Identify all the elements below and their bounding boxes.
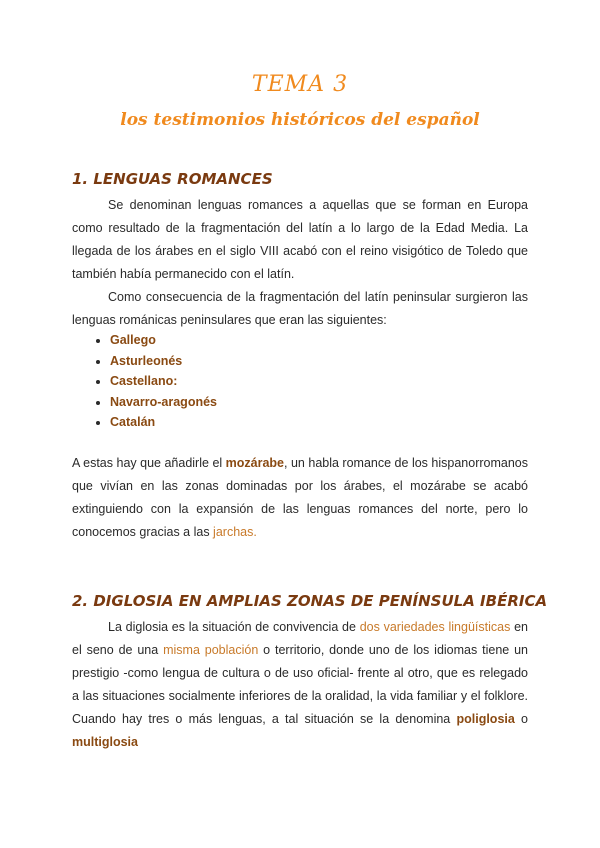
highlight-jarchas: jarchas. xyxy=(213,525,257,539)
paragraph-lenguas-romances-intro xyxy=(72,194,528,286)
highlight-misma-poblacion: misma población xyxy=(163,643,259,657)
language-name: Gallego xyxy=(110,333,156,347)
section-heading-lenguas-romances: 1. LENGUAS ROMANCES xyxy=(72,170,273,188)
language-name: Asturleonés xyxy=(110,353,183,368)
language-name: Navarro-aragonés xyxy=(110,394,217,409)
keyword-poliglosia: poliglosia xyxy=(456,712,515,726)
paragraph-text: o xyxy=(514,712,528,726)
language-name: Catalán xyxy=(110,415,156,429)
paragraph-text: en el seno de una xyxy=(72,620,528,657)
paragraph-diglosia xyxy=(72,616,528,754)
list-item xyxy=(110,351,217,372)
section-heading-diglosia: 2. DIGLOSIA EN AMPLIAS ZONAS DE PENÍNSULA IBÉRICA xyxy=(72,592,548,610)
list-item xyxy=(110,392,217,413)
paragraph-text: Se denominan lenguas romances a aquellas que se forman en Europa como resultado de la fragmentación del latín a lo largo de la Edad Media. La llegada de los árabes en el siglo VIII acabó con el reino visigótico de Toledo que también había permanecido con el latín. xyxy=(72,198,528,281)
paragraph-text: Como consecuencia de la fragmentación del latín peninsular surgieron las lenguas románicas peninsulares que eran las siguientes: xyxy=(72,290,528,327)
list-item xyxy=(110,371,217,392)
page-subtitle: los testimonios históricos del español xyxy=(120,110,480,130)
paragraph-mozarabe xyxy=(72,452,528,544)
paragraph-text: La diglosia es la situación de convivencia de xyxy=(108,620,360,634)
page-title: TEMA 3 xyxy=(251,72,349,97)
language-name: Castellano: xyxy=(110,374,178,388)
list-item xyxy=(110,330,217,351)
keyword-multiglosia: multiglosia xyxy=(72,735,138,749)
paragraph-text: , un habla romance de los hispanorromanos que vivían en las zonas dominadas por los árabes, el mozárabe se acabó extinguiendo con la expansión de las lenguas romances del norte, pero lo conocemos gracias a las xyxy=(72,456,528,539)
paragraph-text: o territorio, donde uno de los idiomas tiene un prestigio -como lengua de cultura o de uso oficial- frente al otro, que es relegado a las situaciones socialmente inferiores de la oralidad, la vida familiar y el folklore. Cuando hay tres o más lenguas, a tal situación se la denomina xyxy=(72,643,528,726)
languages-list xyxy=(92,330,217,433)
paragraph-fragmentacion xyxy=(72,286,528,332)
keyword-mozarabe: mozárabe xyxy=(225,456,285,470)
paragraph-text: A estas hay que añadirle el xyxy=(72,456,226,470)
highlight-dos-variedades: dos variedades lingüísticas xyxy=(359,620,511,634)
list-item xyxy=(110,412,217,433)
